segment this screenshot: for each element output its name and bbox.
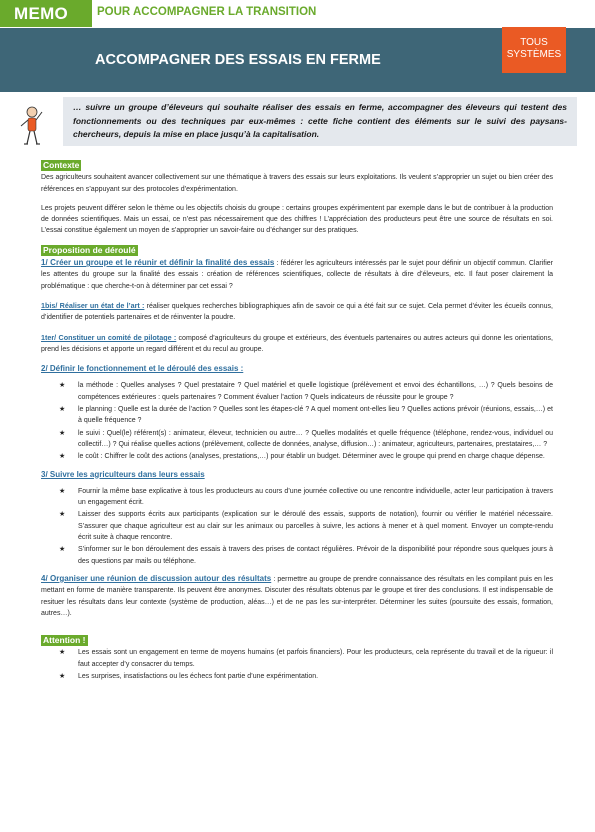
systems-badge [502,27,566,73]
main-content [41,160,553,688]
list-item: ★ Fournir la même base explicative à tous les producteurs au cours d’une journée collective ou une rencontre individuelle, acter leur participation à travers un engagement écrit. [41,486,553,509]
list-item: ★ Laisser des supports écrits aux participants (explication sur le déroulé des essais, supports de notation), fournir ou vérifier le matériel nécessaire. S’assurer que chaque agriculteur est au clair sur les animaux ou parcelles à suivre, les actions à mener et à quel moment. Envoyer un compte-rendu écrit suite à chaque rencontre. [41,509,553,543]
step-4-text: : permettre au groupe de prendre connaissance des résultats en les compilant puis en les mettant en forme de manière transparente. Ils peuvent être anonymes. Discuter des résultats obtenus par le groupe et tirer des conclusions. Il est indispensable de resituer les résultats dans leur contexte (système de production, aléas…) et de ne pas les sur-interpréter. Déterminer les suites (poursuite des essais, formation, autres…). [41,575,553,617]
list-item: ★ le planning : Quelle est la durée de l’action ? Quelles sont les étapes-clé ? A quel moment ont-elles lieu ? Quelles actions prévoir (réunions, essais,…) et à quelle fréquence ? [41,404,553,427]
attention-list [41,647,553,682]
section-heading-contexte: Contexte [43,160,80,170]
memo-tag: MEMO [0,0,92,27]
badge-line1: TOUS [520,37,548,48]
step-1ter-title: 1ter/ Constituer un comité de pilotage : [41,332,177,342]
step-1-text: : fédérer les agriculteurs intéressés par le sujet pour définir un objectif commun. Clarifier les attentes du groupe sur la finalité des essais : création de références scientifiques, collecte de résultats à dire d’éleveurs, etc. Il faut poser clairement la problématique : que cherche-t-on à déterminer par cet essai ? [41,260,553,290]
step-1ter [41,332,553,356]
step-2-list [41,380,553,462]
step-1bis-title: 1bis/ Réaliser un état de l’art : [41,300,145,310]
list-item: ★ S’informer sur le bon déroulement des essais à travers des prises de contact régulières. Prévoir de la disponibilité pour répondre sous quelques jours à des questions par mails ou téléphone. [41,544,553,567]
badge-line2: SYSTÈMES [506,49,562,60]
step-1 [41,257,553,292]
list-item: ★ Les surprises, insatisfactions ou les échecs font partie d’une expérimentation. [41,671,553,682]
page-title: ACCOMPAGNER DES ESSAIS EN FERME [95,52,381,68]
list-item: ★ Les essais sont un engagement en terme de moyens humains (et parfois financiers). Pour les producteurs, cela représente du travail et de la rigueur: il faut accepter d’y consacrer du temps. [41,647,553,670]
step-3-title: 3/ Suivre les agriculteurs dans leurs essais [41,469,205,479]
contexte-paragraph-1: Des agriculteurs souhaitent avancer collectivement sur une thématique à travers des essais sur leurs exploitations. Ils veulent s’approprier un sujet ou bien créer des références en s’appuyant sur des protocoles d’expérimentation. [41,174,553,193]
step-4 [41,573,553,619]
list-item: ★ la méthode : Quelles analyses ? Quel prestataire ? Quel matériel et quelle logistique (prélèvement et envoi des échantillons, …) ? Quels besoins de compétences extérieures : quels partenaires ? Comment évaluer l’action ? Quels indicateurs de réussite pour le groupe ? [41,380,553,403]
step-3-list [41,486,553,567]
step-1bis-text: réaliser quelques recherches bibliographiques afin de savoir ce qui a été fait sur ce sujet. Cela permet d’éviter les écueils connus, d’identifier de potentiels partenaires et de réinventer la poudre. [41,302,553,322]
list-item: ★ le coût : Chiffrer le coût des actions (analyses, prestations,…) pour établir un budget. Déterminer avec le groupe qui prend en charge chaque dépense. [41,451,553,462]
section-heading-proposition: Proposition de déroulé [43,244,136,255]
memo-subtitle: POUR ACCOMPAGNER LA TRANSITION [97,6,317,18]
contexte-paragraph-2: Les projets peuvent différer selon le thème ou les objectifs choisis du groupe : certains groupes expérimentent par exemple dans le but de contribuer à la production de données scientifiques. Mais un essai, ce n’est pas nécessairement que des chiffres ! L’appréciation des producteurs peut être une source de résultats en soi. L’essai constitue également un moyen de s’approprier un savoir-faire ou d’échanger sur des pratiques. [41,204,553,235]
intro-box: … suivre un groupe d’éleveurs qui souhaite réaliser des essais en ferme, accompagner des éleveurs qui testent des fonctionnements ou des techniques par eux-mêmes : cette fiche contient des éléments sur le suivi des paysans-chercheurs, depuis la mise en place jusqu’à la capitalisation. [63,97,577,146]
list-item: ★ le suivi : Quel(le) référent(s) : animateur, éleveur, technicien ou autre… ? Quelles modalités et quelle fréquence (téléphone, rendez-vous, individuel ou collectif…) ? Qui réalise quelles actions (prélèvement, collecte de données, analyse, diffusion…) : animateur, agriculteurs, partenaires, prestataires,… ? [41,428,553,451]
stick-figure-icon [18,106,48,150]
step-1ter-text: composé d’agriculteurs du groupe et extérieurs, des éventuels partenaires ou autres acteurs qui donne les orientations, prend les décisions et apporte un regard différent et du recul au groupe. [41,334,553,353]
step-2-title: 2/ Définir le fonctionnement et le déroulé des essais : [41,364,244,374]
step-4-title: 4/ Organiser une réunion de discussion autour des résultats [41,573,272,583]
step-1-title: 1/ Créer un groupe et le réunir et définir la finalité des essais [41,258,275,268]
section-heading-attention: Attention ! [43,635,86,646]
step-1bis [41,300,553,324]
